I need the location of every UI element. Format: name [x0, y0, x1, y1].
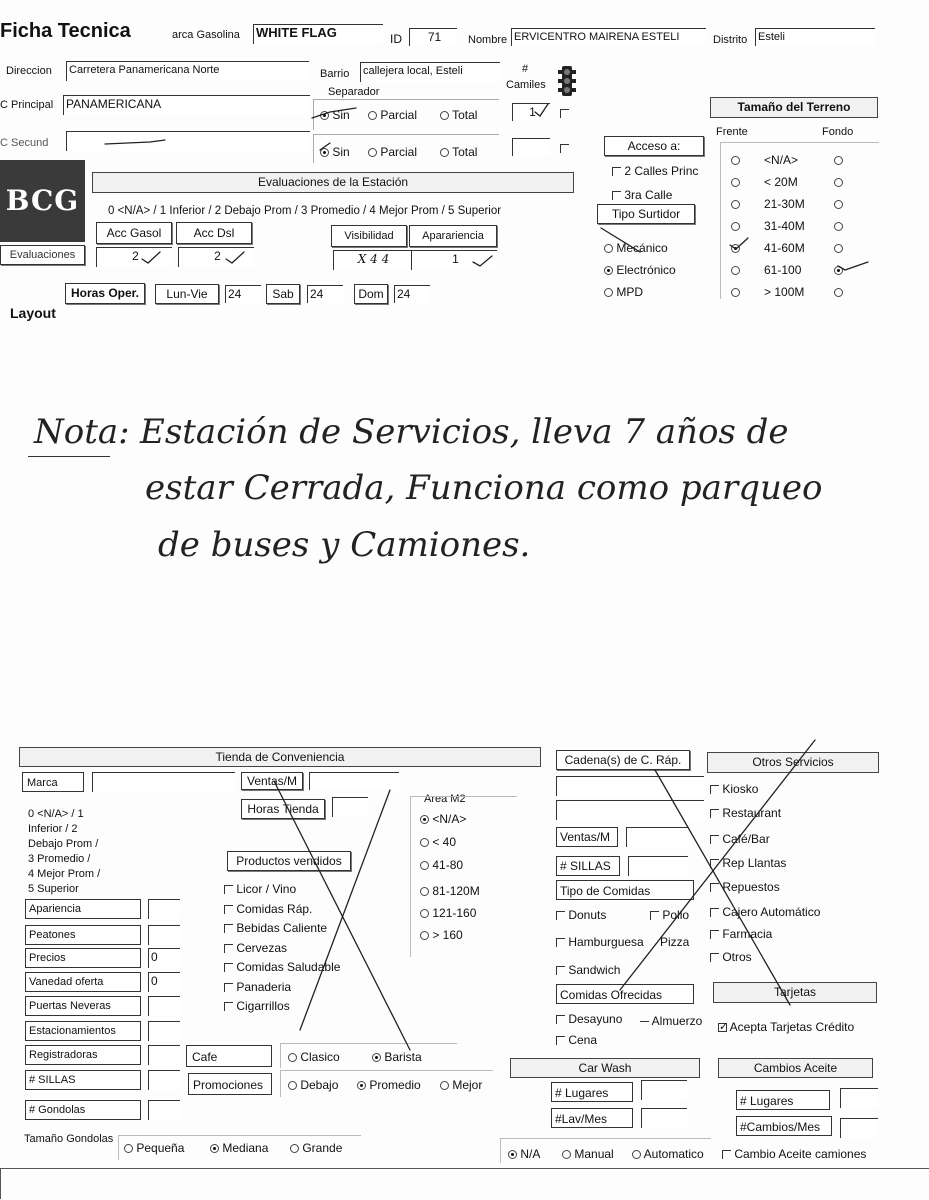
- gondolas-mediana[interactable]: [210, 1141, 268, 1155]
- otros-servicio-label: Café/Bar: [722, 832, 770, 846]
- otros-servicio-checkbox[interactable]: [710, 950, 752, 964]
- tipo-pizza[interactable]: [660, 935, 689, 949]
- eval-row-label: Vanedad oferta: [29, 976, 104, 988]
- car-wash-header: Car Wash: [510, 1058, 700, 1078]
- gondolas-grande[interactable]: [290, 1141, 342, 1155]
- producto-checkbox[interactable]: [224, 882, 296, 896]
- cw-na[interactable]: [508, 1147, 540, 1161]
- separador1-total[interactable]: [440, 108, 477, 122]
- producto-checkbox[interactable]: [224, 999, 290, 1013]
- cw-lugares-label: # Lugares: [555, 1086, 609, 1100]
- apariencia-label[interactable]: Aparariencia: [409, 225, 497, 247]
- tienda-scale-line: Debajo Prom /: [28, 838, 99, 850]
- nombre-label: Nombre: [468, 34, 508, 46]
- visibilidad-value[interactable]: X 4 4: [333, 250, 411, 270]
- area-option-label: > 160: [432, 928, 463, 942]
- ofrecidas-cena[interactable]: [556, 1033, 597, 1047]
- otros-servicio-label: Farmacia: [722, 927, 773, 941]
- traffic-light-icon: [558, 66, 576, 96]
- bcg-logo: BCG: [0, 160, 85, 242]
- separador2-number[interactable]: [512, 138, 550, 156]
- parcial-text-2: Parcial: [380, 145, 418, 159]
- ofrecidas-desayuno[interactable]: [556, 1012, 622, 1026]
- frente-option[interactable]: [731, 197, 740, 211]
- ofrecidas-almuerzo[interactable]: [640, 1014, 702, 1028]
- producto-checkbox[interactable]: [224, 921, 327, 935]
- area-option-label: 41-80: [432, 858, 464, 872]
- frente-option[interactable]: [731, 219, 740, 233]
- eval-row-label: Registradoras: [29, 1049, 98, 1061]
- secund-label: C Secund: [0, 137, 49, 149]
- terreno-option-label: < 20M: [764, 175, 798, 189]
- cadena-header[interactable]: Cadena(s) de C. Ráp.: [556, 750, 690, 770]
- cw-automatico[interactable]: [632, 1147, 704, 1161]
- producto-label: Cervezas: [236, 940, 288, 955]
- area-option-label: 121-160: [432, 906, 477, 920]
- acc-dsl-value[interactable]: 2: [178, 247, 254, 267]
- form-title: Ficha Tecnica: [0, 20, 131, 42]
- tamano-gondolas-label: Tamaño Gondolas: [24, 1133, 114, 1145]
- frente-option[interactable]: [731, 175, 740, 189]
- cw-manual[interactable]: [562, 1147, 614, 1161]
- eval-row-label: Estacionamientos: [29, 1025, 116, 1037]
- acceso-3ra-text: 3ra Calle: [624, 188, 673, 202]
- tarjetas-text: Acepta Tarjetas Crédito: [729, 1020, 855, 1034]
- aceite-camiones-check[interactable]: [722, 1147, 866, 1161]
- separador2-parcial[interactable]: [368, 145, 417, 159]
- surtidor-mecanico[interactable]: [604, 241, 668, 255]
- cadena-sillas-label: # SILLAS: [560, 859, 611, 873]
- tienda-scale-line: 3 Promedio /: [28, 853, 91, 865]
- cadena-ventas-field[interactable]: [626, 827, 688, 847]
- camiones-text: Cambio Aceite camiones: [734, 1147, 867, 1161]
- tipo-pollo[interactable]: [650, 908, 689, 922]
- id-label: ID: [390, 32, 402, 46]
- mediana-text: Mediana: [222, 1141, 269, 1155]
- cw-lav-label: #Lav/Mes: [555, 1112, 608, 1126]
- producto-checkbox[interactable]: [224, 902, 312, 916]
- separador1-parcial[interactable]: [368, 108, 417, 122]
- marca-label: Marca: [27, 777, 58, 789]
- barista-text: Barista: [384, 1050, 422, 1064]
- area-m2-label: Area M2: [424, 793, 466, 805]
- note-underline: [28, 456, 110, 457]
- eval-row-label: Puertas Neveras: [29, 1000, 111, 1012]
- otros-servicio-checkbox[interactable]: [710, 905, 820, 919]
- distrito-field[interactable]: Esteli: [755, 28, 875, 46]
- otros-servicio-checkbox[interactable]: [710, 880, 780, 894]
- otros-servicio-label: Kiosko: [722, 782, 759, 796]
- mpd-text: MPD: [616, 285, 644, 299]
- electronico-text: Electrónico: [616, 263, 676, 277]
- camiles-hash: #: [522, 63, 529, 75]
- evaluaciones-header: Evaluaciones de la Estación: [92, 172, 574, 193]
- area-option-label: 81-120M: [432, 884, 480, 898]
- frente-option[interactable]: [731, 241, 740, 255]
- pollo-text: Pollo: [662, 908, 690, 922]
- eval-row-field[interactable]: [148, 1070, 180, 1090]
- separador1-check[interactable]: [560, 105, 569, 123]
- eval-row-field[interactable]: 0: [148, 948, 180, 968]
- ac-lugares-field[interactable]: [840, 1088, 878, 1108]
- cw-lav-field[interactable]: [641, 1108, 687, 1128]
- tamano-terreno-header: Tamaño del Terreno: [710, 97, 878, 118]
- cadena-sillas-field[interactable]: [628, 856, 688, 876]
- terreno-option-label: <N/A>: [764, 153, 799, 167]
- pizza-text: Pizza: [660, 935, 690, 949]
- sab-label[interactable]: Sab: [266, 284, 300, 304]
- tienda-scale-line: 0 <N/A> / 1: [28, 808, 84, 820]
- sin-text: Sin: [332, 108, 350, 122]
- otros-servicios-header: Otros Servicios: [707, 752, 879, 773]
- tienda-header: Tienda de Conveniencia: [19, 747, 541, 767]
- promo-debajo[interactable]: [288, 1078, 338, 1092]
- promedio-text: Promedio: [369, 1078, 421, 1092]
- promo-promedio[interactable]: [357, 1078, 421, 1092]
- ventas-m-label[interactable]: Ventas/M: [241, 772, 303, 790]
- fondo-option[interactable]: [834, 197, 843, 211]
- area-option[interactable]: [420, 858, 463, 872]
- desayuno-text: Desayuno: [568, 1012, 623, 1026]
- dom-label[interactable]: Dom: [354, 284, 388, 304]
- producto-label: Licor / Vino: [236, 882, 297, 896]
- cena-text: Cena: [568, 1033, 598, 1047]
- cw-na-text: N/A: [520, 1147, 541, 1161]
- clasico-text: Clasico: [300, 1050, 340, 1064]
- sandwich-text: Sandwich: [568, 963, 621, 977]
- area-option[interactable]: [420, 835, 456, 849]
- terreno-option-label: 41-60M: [764, 241, 805, 255]
- cw-lugares-field[interactable]: [641, 1080, 687, 1100]
- separador1-sin[interactable]: [320, 108, 350, 122]
- secund-field[interactable]: [66, 131, 310, 151]
- principal-label: C Principal: [0, 99, 54, 111]
- tienda-scale-line: 4 Mejor Prom /: [28, 868, 101, 880]
- terreno-option-label: > 100M: [764, 285, 805, 299]
- barrio-label: Barrio: [320, 68, 350, 80]
- producto-label: Panaderia: [236, 979, 292, 994]
- otros-servicio-checkbox[interactable]: [710, 832, 770, 846]
- fondo-option[interactable]: [834, 219, 843, 233]
- producto-checkbox[interactable]: [224, 941, 287, 955]
- note-line-2: estar Cerrada, Funciona como parqueo: [145, 468, 823, 508]
- principal-field[interactable]: PANAMERICANA: [63, 95, 310, 115]
- sin-text-2: Sin: [332, 145, 350, 159]
- ventas-m-field[interactable]: [309, 772, 399, 790]
- productos-vendidos-button[interactable]: Productos vendidos: [227, 851, 351, 871]
- id-field[interactable]: 71: [409, 28, 457, 46]
- ac-lugares-label: # Lugares: [740, 1094, 794, 1108]
- promociones-label: Promociones: [193, 1078, 264, 1092]
- fondo-option[interactable]: [834, 263, 843, 277]
- area-option-label: <N/A>: [432, 812, 467, 826]
- tienda-scale-line: Inferior / 2: [28, 823, 78, 835]
- area-option[interactable]: [420, 928, 463, 942]
- parcial-text: Parcial: [380, 108, 418, 122]
- cafe-label: Cafe: [192, 1050, 218, 1064]
- eval-row-field[interactable]: [148, 1045, 180, 1065]
- otros-servicio-checkbox[interactable]: [710, 927, 772, 941]
- area-option[interactable]: [420, 812, 466, 826]
- total-text-2: Total: [452, 145, 478, 159]
- dom-value[interactable]: 24: [394, 285, 430, 303]
- acc-dsl-label[interactable]: Acc Dsl: [176, 222, 252, 244]
- eval-row-field[interactable]: [148, 1021, 180, 1041]
- acc-gasol-value[interactable]: 2: [96, 247, 172, 267]
- evaluaciones-scale: 0 <N/A> / 1 Inferior / 2 Debajo Prom / 3 Promedio / 4 Mejor Prom / 5 Superior: [108, 205, 502, 217]
- acceso-2calles[interactable]: [612, 164, 698, 178]
- fondo-label: Fondo: [822, 126, 854, 138]
- evaluaciones-button[interactable]: Evaluaciones: [0, 245, 85, 265]
- distrito-label: Distrito: [713, 34, 748, 46]
- cadena-ventas-label: Ventas/M: [560, 830, 611, 844]
- cadena-field-2[interactable]: [556, 800, 704, 820]
- barrio-field[interactable]: callejera local, Esteli: [360, 62, 500, 82]
- tipo-sandwich[interactable]: [556, 963, 620, 977]
- terreno-option-label: 31-40M: [764, 219, 805, 233]
- fondo-option[interactable]: [834, 153, 843, 167]
- acceso-2calles-text: 2 Calles Princ: [624, 164, 699, 178]
- mejor-text: Mejor: [452, 1078, 483, 1092]
- otros-servicio-label: Rep Llantas: [722, 856, 787, 870]
- fondo-option[interactable]: [834, 175, 843, 189]
- otros-servicio-checkbox[interactable]: [710, 856, 786, 870]
- visibilidad-label[interactable]: Visibilidad: [331, 225, 407, 247]
- otros-servicio-label: Cajero Automático: [722, 905, 821, 919]
- horas-tienda-label[interactable]: Horas Tienda: [241, 799, 325, 819]
- producto-label: Comidas Ráp.: [236, 901, 313, 916]
- almuerzo-text: Almuerzo: [651, 1014, 703, 1028]
- gondolas-pequena[interactable]: [124, 1141, 184, 1155]
- producto-label: Comidas Saludable: [236, 960, 341, 974]
- eval-row-field[interactable]: 0: [148, 972, 180, 992]
- cafe-barista[interactable]: [372, 1050, 422, 1064]
- eval-row-field[interactable]: [148, 996, 180, 1016]
- grande-text: Grande: [302, 1141, 343, 1155]
- fondo-option[interactable]: [834, 285, 843, 299]
- surtidor-mpd[interactable]: [604, 285, 643, 299]
- marca-gasolina-field[interactable]: WHITE FLAG: [253, 24, 383, 44]
- mecanico-text: Mecánico: [616, 241, 668, 255]
- lun-vie-value[interactable]: 24: [225, 285, 261, 303]
- producto-checkbox[interactable]: [224, 980, 291, 994]
- marca-gasolina-label: arca Gasolina: [172, 29, 240, 41]
- otros-servicio-label: Repuestos: [722, 880, 780, 894]
- surtidor-electronico[interactable]: [604, 263, 676, 277]
- producto-checkbox[interactable]: [224, 960, 340, 974]
- ac-cambios-field[interactable]: [840, 1118, 878, 1138]
- eval-row-label: Precios: [29, 952, 66, 964]
- acceso-button[interactable]: Acceso a:: [604, 136, 704, 156]
- acc-gasol-label[interactable]: Acc Gasol: [96, 222, 172, 244]
- tipo-donuts[interactable]: [556, 908, 606, 922]
- otros-servicio-checkbox[interactable]: [710, 782, 758, 796]
- producto-label: Bebidas Caliente: [236, 921, 328, 935]
- hamburguesa-text: Hamburguesa: [568, 935, 644, 949]
- total-text: Total: [452, 108, 478, 122]
- eval-row-label: Peatones: [29, 929, 76, 941]
- note-label: Nota:: [34, 412, 130, 452]
- note-line-1: Estación de Servicios, lleva 7 años de: [140, 412, 789, 452]
- area-option[interactable]: [420, 884, 480, 898]
- frente-option[interactable]: [731, 153, 740, 167]
- eval-row-label: Apariencia: [29, 903, 81, 915]
- otros-servicio-label: Otros: [722, 950, 752, 964]
- frente-option[interactable]: [731, 285, 740, 299]
- bottom-field[interactable]: [0, 1168, 929, 1199]
- eval-row-field[interactable]: [148, 899, 180, 919]
- cafe-clasico[interactable]: [288, 1050, 340, 1064]
- frente-label: Frente: [716, 126, 748, 138]
- separador2-total[interactable]: [440, 145, 477, 159]
- tipo-comidas-label: Tipo de Comidas: [560, 884, 651, 898]
- marca-field[interactable]: [92, 772, 235, 792]
- promo-mejor[interactable]: [440, 1078, 482, 1092]
- tarjetas-check[interactable]: ✓ Acepta Tarjetas Crédito: [719, 1020, 855, 1034]
- separador2-check[interactable]: [560, 140, 569, 158]
- direccion-field[interactable]: Carretera Panamericana Norte: [66, 61, 309, 81]
- acceso-3ra[interactable]: [612, 188, 672, 202]
- ac-cambios-label: #Cambios/Mes: [740, 1120, 821, 1134]
- nombre-field[interactable]: ERVICENTRO MAIRENA ESTELI: [511, 28, 706, 46]
- frente-option[interactable]: [731, 263, 740, 277]
- donuts-text: Donuts: [568, 908, 607, 922]
- producto-label: Cigarrillos: [236, 999, 290, 1013]
- horas-tienda-field[interactable]: [332, 797, 368, 817]
- otros-servicio-label: Restaurant: [722, 806, 782, 820]
- comidas-ofrecidas-label: Comidas Ofrecidas: [560, 988, 663, 1002]
- layout-label: Layout: [10, 305, 56, 321]
- debajo-text: Debajo: [300, 1078, 339, 1092]
- camiles-label: Camiles: [506, 79, 546, 91]
- tipo-surtidor-button[interactable]: Tipo Surtidor: [597, 204, 695, 224]
- eval-row-label: # SILLAS: [29, 1074, 76, 1086]
- eval-row-field[interactable]: [148, 925, 180, 945]
- direccion-label: Direccion: [6, 65, 52, 77]
- sab-value[interactable]: 24: [307, 285, 343, 303]
- apariencia-value[interactable]: 1: [411, 250, 497, 270]
- pequena-text: Pequeña: [136, 1141, 185, 1155]
- tarjetas-header: Tarjetas: [713, 982, 877, 1003]
- terreno-option-label: 61-100: [764, 263, 802, 277]
- cadena-field-1[interactable]: [556, 776, 704, 796]
- area-option[interactable]: [420, 906, 476, 920]
- tienda-scale-line: 5 Superior: [28, 883, 79, 895]
- cambios-aceite-header: Cambios Aceite: [718, 1058, 873, 1078]
- lun-vie-label[interactable]: Lun-Vie: [155, 284, 219, 304]
- terreno-option-label: 21-30M: [764, 197, 805, 211]
- separador1-number[interactable]: 1: [512, 103, 550, 121]
- eval-row-label: # Gondolas: [29, 1104, 86, 1116]
- area-option-label: < 40: [432, 835, 457, 849]
- eval-row-field[interactable]: [148, 1100, 180, 1120]
- cw-manual-text: Manual: [574, 1147, 614, 1161]
- separador-label: Separador: [328, 86, 380, 98]
- separador2-sin[interactable]: [320, 145, 350, 159]
- fondo-option[interactable]: [834, 241, 843, 255]
- horas-oper-button[interactable]: Horas Oper.: [65, 283, 145, 304]
- note-line-3: de buses y Camiones.: [158, 525, 531, 565]
- otros-servicio-checkbox[interactable]: [710, 806, 781, 820]
- tipo-hamburguesa[interactable]: [556, 935, 644, 949]
- cw-automatico-text: Automatico: [643, 1147, 704, 1161]
